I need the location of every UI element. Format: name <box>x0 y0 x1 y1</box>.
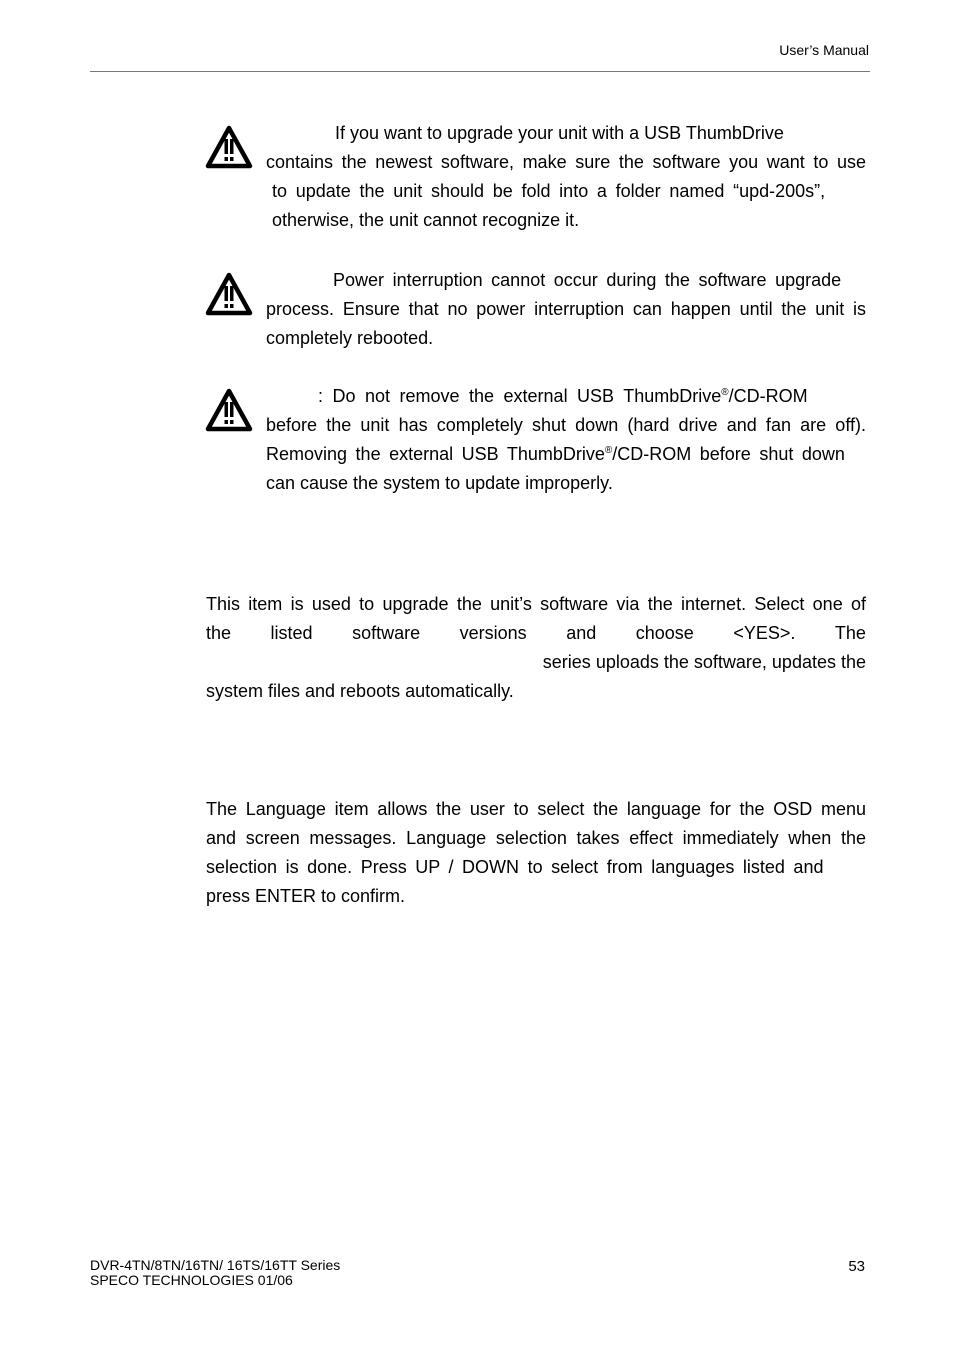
note-line: before the unit has completely shut down (hard drive and fan are off). <box>266 415 866 435</box>
registered-mark: ® <box>604 445 613 456</box>
paragraph-line: series uploads the software, updates the <box>542 652 866 672</box>
footer-company: SPECO TECHNOLOGIES 01/06 <box>90 1272 293 1288</box>
paragraph-line: selection is done. Press UP / DOWN to select from languages listed and <box>206 857 824 877</box>
note-line: Removing the external USB ThumbDrive®/CD-ROM before shut down <box>266 444 845 464</box>
header-divider <box>90 71 870 72</box>
note-line: contains the newest software, make sure the software you want to use <box>266 152 866 172</box>
note-line: otherwise, the unit cannot recognize it. <box>272 210 580 230</box>
caution-triangle-icon <box>205 388 253 432</box>
paragraph-line: and screen messages. Language selection takes effect immediately when the <box>206 828 866 848</box>
paragraph-line: The Language item allows the user to select the language for the OSD menu <box>206 799 866 819</box>
running-header: User’s Manual <box>779 42 869 58</box>
note-line: If you want to upgrade your unit with a USB ThumbDrive <box>335 123 784 143</box>
note-line: can cause the system to update improperly. <box>266 473 613 493</box>
page-footer <box>90 1258 340 1288</box>
caution-triangle-icon <box>205 272 253 316</box>
note-line: process. Ensure that no power interruption can happen until the unit is <box>266 299 866 319</box>
page-number: 53 <box>848 1258 865 1275</box>
note-line: to update the unit should be fold into a folder named “upd-200s”, <box>272 181 826 201</box>
paragraph-line: system files and reboots automatically. <box>206 681 514 701</box>
note-line: : Do not remove the external USB ThumbDrive®/CD-ROM <box>318 386 808 406</box>
paragraph-line: the listed software versions and choose <YES>. The <box>206 623 866 643</box>
paragraph-line: press ENTER to confirm. <box>206 886 406 906</box>
paragraph-line: This item is used to upgrade the unit’s software via the internet. Select one of <box>206 594 866 614</box>
footer-series: DVR-4TN/8TN/16TN/ 16TS/16TT Series <box>90 1257 341 1273</box>
registered-mark: ® <box>721 387 729 398</box>
note-line: Power interruption cannot occur during the software upgrade <box>333 270 842 290</box>
note-line: completely rebooted. <box>266 328 434 348</box>
caution-triangle-icon <box>205 125 253 169</box>
